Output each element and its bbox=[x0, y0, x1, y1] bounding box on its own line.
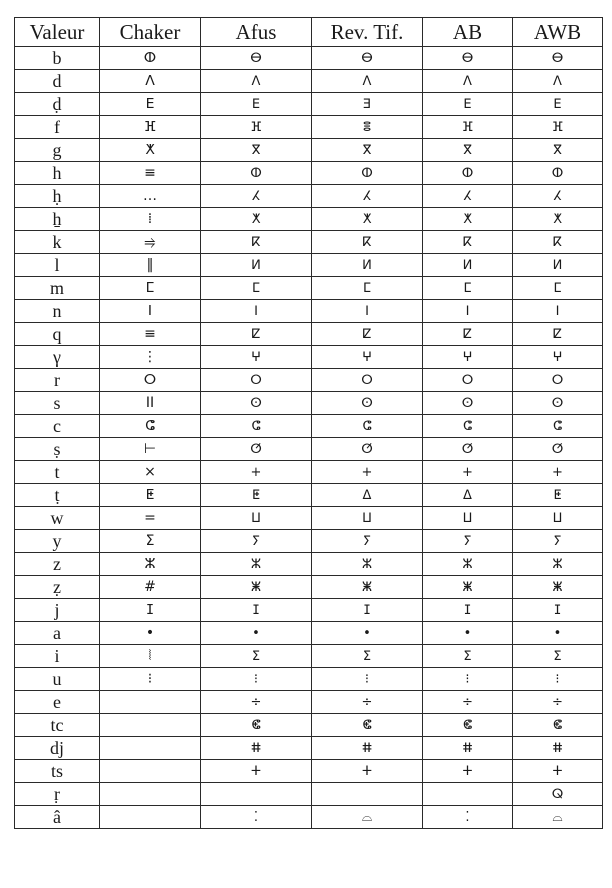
cell-afus: ⵍ bbox=[201, 254, 312, 277]
cell-ab: + bbox=[423, 461, 513, 484]
cell-rev-tif: ⴽ bbox=[312, 231, 423, 254]
cell-afus: ⵚ bbox=[201, 438, 312, 461]
cell-rev-tif: ⵜ bbox=[312, 760, 423, 783]
cell-ab: ÷ bbox=[423, 691, 513, 714]
cell-afus: ⵥ bbox=[201, 576, 312, 599]
cell-awb: ⵎ bbox=[513, 277, 603, 300]
table-row bbox=[15, 346, 603, 369]
cell-rev-tif: ⴳ bbox=[312, 139, 423, 162]
cell-valeur: q bbox=[15, 323, 100, 346]
cell-chaker: × bbox=[100, 461, 201, 484]
cell-ab: • bbox=[423, 622, 513, 645]
cell-rev-tif: ÷ bbox=[312, 691, 423, 714]
cell-rev-tif: ⵊ bbox=[312, 599, 423, 622]
cell-valeur: w bbox=[15, 507, 100, 530]
cell-awb: ⵜ bbox=[513, 760, 603, 783]
cell-chaker: ⵊ bbox=[100, 599, 201, 622]
cell-ab: ⴱ bbox=[423, 47, 513, 70]
cell-awb: ⵞ bbox=[513, 714, 603, 737]
cell-awb: • bbox=[513, 622, 603, 645]
cell-afus: ⴳ bbox=[201, 139, 312, 162]
cell-afus: ⵇ bbox=[201, 323, 312, 346]
cell-awb: ⵉ bbox=[513, 645, 603, 668]
cell-afus: ⵃ bbox=[201, 185, 312, 208]
table-row bbox=[15, 323, 603, 346]
table-row bbox=[15, 783, 603, 806]
cell-valeur: k bbox=[15, 231, 100, 254]
cell-ab: ⵅ bbox=[423, 208, 513, 231]
cell-ab: ⵊ bbox=[423, 599, 513, 622]
cell-rev-tif: ⴱ bbox=[312, 47, 423, 70]
table-row bbox=[15, 116, 603, 139]
cell-ab: ⵎ bbox=[423, 277, 513, 300]
cell-awb: ⵇ bbox=[513, 323, 603, 346]
cell-afus: ⴽ bbox=[201, 231, 312, 254]
cell-chaker bbox=[100, 714, 201, 737]
table-row bbox=[15, 47, 603, 70]
cell-rev-tif: + bbox=[312, 461, 423, 484]
cell-rev-tif: ⵞ bbox=[312, 714, 423, 737]
cell-ab: ⵛ bbox=[423, 415, 513, 438]
header-chaker: Chaker bbox=[100, 18, 201, 47]
table-row bbox=[15, 622, 603, 645]
cell-afus: ⵎ bbox=[201, 277, 312, 300]
cell-valeur: j bbox=[15, 599, 100, 622]
cell-awb: ⵀ bbox=[513, 162, 603, 185]
cell-rev-tif: ⴷ bbox=[312, 70, 423, 93]
cell-awb: ⵥ bbox=[513, 576, 603, 599]
cell-valeur: c bbox=[15, 415, 100, 438]
cell-chaker: ⵀ bbox=[100, 47, 201, 70]
cell-valeur: l bbox=[15, 254, 100, 277]
cell-awb: ⵔ bbox=[513, 369, 603, 392]
cell-chaker: ⵟ bbox=[100, 484, 201, 507]
cell-valeur: z bbox=[15, 553, 100, 576]
cell-valeur: ḥ bbox=[15, 185, 100, 208]
cell-chaker: ⵣ bbox=[100, 553, 201, 576]
cell-valeur: y bbox=[15, 530, 100, 553]
cell-chaker bbox=[100, 691, 201, 714]
cell-ab: ⁚ bbox=[423, 806, 513, 829]
cell-rev-tif: ⵣ bbox=[312, 553, 423, 576]
table-row bbox=[15, 461, 603, 484]
cell-awb: ⴽ bbox=[513, 231, 603, 254]
cell-awb: ⌓ bbox=[513, 806, 603, 829]
cell-ab: ⵔ bbox=[423, 369, 513, 392]
cell-ab: ⴷ bbox=[423, 70, 513, 93]
header-rev-tif: Rev. Tif. bbox=[312, 18, 423, 47]
cell-afus: ⵅ bbox=[201, 208, 312, 231]
cell-rev-tif: ⵚ bbox=[312, 438, 423, 461]
cell-afus: ⵞ bbox=[201, 714, 312, 737]
cell-ab: ⵡ bbox=[423, 507, 513, 530]
header-valeur: Valeur bbox=[15, 18, 100, 47]
cell-ab: ⵇ bbox=[423, 323, 513, 346]
cell-awb: ⵏ bbox=[513, 300, 603, 323]
cell-chaker: = bbox=[100, 507, 201, 530]
cell-rev-tif: ⵥ bbox=[312, 576, 423, 599]
cell-chaker: ⦚ bbox=[100, 645, 201, 668]
cell-chaker: ⁞ bbox=[100, 208, 201, 231]
cell-chaker: ⴹ bbox=[100, 93, 201, 116]
table-row bbox=[15, 599, 603, 622]
table-row bbox=[15, 553, 603, 576]
cell-ab: ⵍ bbox=[423, 254, 513, 277]
cell-ab: ⵜ bbox=[423, 760, 513, 783]
cell-chaker: ⥤ bbox=[100, 231, 201, 254]
cell-chaker: ⊢ bbox=[100, 438, 201, 461]
table-row bbox=[15, 484, 603, 507]
cell-awb: ⵃ bbox=[513, 185, 603, 208]
cell-awb: ⴼ bbox=[513, 116, 603, 139]
cell-valeur: γ bbox=[15, 346, 100, 369]
cell-chaker: ⴷ bbox=[100, 70, 201, 93]
cell-ab: ⵞ bbox=[423, 714, 513, 737]
cell-afus: ⴹ bbox=[201, 93, 312, 116]
header-ab: AB bbox=[423, 18, 513, 47]
cell-chaker: # bbox=[100, 576, 201, 599]
table-row bbox=[15, 530, 603, 553]
table-row bbox=[15, 438, 603, 461]
cell-awb: ⵕ bbox=[513, 783, 603, 806]
cell-valeur: ẖ bbox=[15, 208, 100, 231]
cell-valeur: h bbox=[15, 162, 100, 185]
cell-rev-tif: ⵠ bbox=[312, 484, 423, 507]
cell-afus: ⵙ bbox=[201, 392, 312, 415]
cell-rev-tif: ⵖ bbox=[312, 346, 423, 369]
cell-ab: ⴹ bbox=[423, 93, 513, 116]
table-row bbox=[15, 645, 603, 668]
cell-awb: ⵟ bbox=[513, 484, 603, 507]
cell-rev-tif: • bbox=[312, 622, 423, 645]
cell-rev-tif: ⵀ bbox=[312, 162, 423, 185]
cell-chaker: ⵏ bbox=[100, 300, 201, 323]
cell-afus bbox=[201, 783, 312, 806]
cell-awb: ⵍ bbox=[513, 254, 603, 277]
cell-chaker: ‖ bbox=[100, 254, 201, 277]
cell-rev-tif: ⵎ bbox=[312, 277, 423, 300]
table-row bbox=[15, 806, 603, 829]
table-row bbox=[15, 231, 603, 254]
cell-afus: ⵏ bbox=[201, 300, 312, 323]
cell-ab: ⵖ bbox=[423, 346, 513, 369]
cell-rev-tif: ⵅ bbox=[312, 208, 423, 231]
cell-ab: ⵥ bbox=[423, 576, 513, 599]
table-row bbox=[15, 139, 603, 162]
cell-valeur: b bbox=[15, 47, 100, 70]
cell-awb: ⵙ bbox=[513, 392, 603, 415]
cell-rev-tif: ⵍ bbox=[312, 254, 423, 277]
cell-valeur: f bbox=[15, 116, 100, 139]
cell-valeur: s bbox=[15, 392, 100, 415]
cell-ab: ⵃ bbox=[423, 185, 513, 208]
cell-ab: ⵀ bbox=[423, 162, 513, 185]
cell-chaker bbox=[100, 737, 201, 760]
cell-ab: ⵣ bbox=[423, 553, 513, 576]
cell-awb: ⴱ bbox=[513, 47, 603, 70]
cell-rev-tif: ⴺ bbox=[312, 93, 423, 116]
table-row bbox=[15, 392, 603, 415]
cell-valeur: m bbox=[15, 277, 100, 300]
cell-rev-tif: ⵏ bbox=[312, 300, 423, 323]
cell-afus: ⁝ bbox=[201, 668, 312, 691]
cell-ab: ⵚ bbox=[423, 438, 513, 461]
cell-chaker: ⵅ bbox=[100, 139, 201, 162]
cell-chaker: ⁝ bbox=[100, 668, 201, 691]
cell-afus: ⵢ bbox=[201, 530, 312, 553]
cell-afus: ⵔ bbox=[201, 369, 312, 392]
cell-valeur: ẓ bbox=[15, 576, 100, 599]
cell-valeur: â bbox=[15, 806, 100, 829]
cell-afus: ⵡ bbox=[201, 507, 312, 530]
cell-awb: + bbox=[513, 461, 603, 484]
cell-ab: ⵏ bbox=[423, 300, 513, 323]
table-row bbox=[15, 254, 603, 277]
cell-awb: ⵌ bbox=[513, 737, 603, 760]
table-row bbox=[15, 507, 603, 530]
table-row bbox=[15, 277, 603, 300]
cell-rev-tif: ⵇ bbox=[312, 323, 423, 346]
cell-afus: ⴷ bbox=[201, 70, 312, 93]
cell-awb: ⵣ bbox=[513, 553, 603, 576]
table-row bbox=[15, 369, 603, 392]
tifinagh-comparison-table bbox=[14, 17, 603, 829]
table-row bbox=[15, 576, 603, 599]
cell-ab: ⴳ bbox=[423, 139, 513, 162]
cell-chaker: II bbox=[100, 392, 201, 415]
cell-chaker: … bbox=[100, 185, 201, 208]
cell-valeur: a bbox=[15, 622, 100, 645]
cell-awb: ⵖ bbox=[513, 346, 603, 369]
table-row bbox=[15, 93, 603, 116]
table-body bbox=[15, 47, 603, 829]
cell-afus: + bbox=[201, 461, 312, 484]
cell-rev-tif: ⵌ bbox=[312, 737, 423, 760]
cell-afus: ⴱ bbox=[201, 47, 312, 70]
cell-chaker bbox=[100, 760, 201, 783]
table-row bbox=[15, 760, 603, 783]
cell-afus: ÷ bbox=[201, 691, 312, 714]
cell-awb: ⵛ bbox=[513, 415, 603, 438]
cell-afus: ⵟ bbox=[201, 484, 312, 507]
cell-awb: ⴳ bbox=[513, 139, 603, 162]
cell-afus: • bbox=[201, 622, 312, 645]
cell-valeur: dj bbox=[15, 737, 100, 760]
cell-afus: ⵀ bbox=[201, 162, 312, 185]
cell-awb: ⴹ bbox=[513, 93, 603, 116]
cell-valeur: ḍ bbox=[15, 93, 100, 116]
cell-valeur: u bbox=[15, 668, 100, 691]
cell-valeur: ṣ bbox=[15, 438, 100, 461]
cell-valeur: ṛ bbox=[15, 783, 100, 806]
cell-awb: ⴷ bbox=[513, 70, 603, 93]
cell-valeur: i bbox=[15, 645, 100, 668]
cell-chaker: ≡ bbox=[100, 162, 201, 185]
cell-afus: ⵊ bbox=[201, 599, 312, 622]
cell-rev-tif: ⴻ bbox=[312, 116, 423, 139]
cell-valeur: n bbox=[15, 300, 100, 323]
cell-awb: ⵢ bbox=[513, 530, 603, 553]
cell-rev-tif: ⵢ bbox=[312, 530, 423, 553]
cell-rev-tif: ⌓ bbox=[312, 806, 423, 829]
cell-afus: ⵜ bbox=[201, 760, 312, 783]
cell-chaker: • bbox=[100, 622, 201, 645]
cell-rev-tif: ⵃ bbox=[312, 185, 423, 208]
header-row bbox=[15, 18, 603, 47]
cell-awb: ⵅ bbox=[513, 208, 603, 231]
cell-afus: ⁚ bbox=[201, 806, 312, 829]
cell-valeur: tc bbox=[15, 714, 100, 737]
cell-afus: ⵖ bbox=[201, 346, 312, 369]
cell-ab bbox=[423, 783, 513, 806]
cell-rev-tif: ⁝ bbox=[312, 668, 423, 691]
cell-rev-tif: ⵉ bbox=[312, 645, 423, 668]
cell-ab: ⴽ bbox=[423, 231, 513, 254]
cell-chaker bbox=[100, 783, 201, 806]
cell-rev-tif: ⵛ bbox=[312, 415, 423, 438]
cell-valeur: ts bbox=[15, 760, 100, 783]
table-row bbox=[15, 668, 603, 691]
cell-ab: ⵙ bbox=[423, 392, 513, 415]
table-row bbox=[15, 691, 603, 714]
cell-chaker: ⵛ bbox=[100, 415, 201, 438]
table-row bbox=[15, 300, 603, 323]
cell-ab: ⁝ bbox=[423, 668, 513, 691]
header-awb: AWB bbox=[513, 18, 603, 47]
cell-valeur: g bbox=[15, 139, 100, 162]
cell-afus: ⵉ bbox=[201, 645, 312, 668]
cell-rev-tif: ⵔ bbox=[312, 369, 423, 392]
cell-afus: ⵣ bbox=[201, 553, 312, 576]
cell-chaker: ⵔ bbox=[100, 369, 201, 392]
cell-awb: ⵡ bbox=[513, 507, 603, 530]
cell-valeur: ṭ bbox=[15, 484, 100, 507]
table-row bbox=[15, 162, 603, 185]
cell-ab: ⵌ bbox=[423, 737, 513, 760]
cell-rev-tif: ⵡ bbox=[312, 507, 423, 530]
cell-valeur: e bbox=[15, 691, 100, 714]
cell-afus: ⵌ bbox=[201, 737, 312, 760]
cell-chaker: ⵎ bbox=[100, 277, 201, 300]
cell-chaker: ≡ bbox=[100, 323, 201, 346]
cell-awb: ⁝ bbox=[513, 668, 603, 691]
cell-ab: ⵉ bbox=[423, 645, 513, 668]
table-header bbox=[15, 18, 603, 47]
cell-awb: ⵚ bbox=[513, 438, 603, 461]
cell-ab: ⵠ bbox=[423, 484, 513, 507]
cell-rev-tif bbox=[312, 783, 423, 806]
table-row bbox=[15, 185, 603, 208]
cell-afus: ⴼ bbox=[201, 116, 312, 139]
cell-awb: ⵊ bbox=[513, 599, 603, 622]
cell-ab: ⵢ bbox=[423, 530, 513, 553]
table-row bbox=[15, 415, 603, 438]
cell-afus: ⵛ bbox=[201, 415, 312, 438]
table-row bbox=[15, 70, 603, 93]
cell-valeur: r bbox=[15, 369, 100, 392]
table-row bbox=[15, 737, 603, 760]
cell-chaker: Σ bbox=[100, 530, 201, 553]
cell-chaker: ⋮ bbox=[100, 346, 201, 369]
cell-chaker: ⴼ bbox=[100, 116, 201, 139]
cell-ab: ⴼ bbox=[423, 116, 513, 139]
table-row bbox=[15, 208, 603, 231]
cell-awb: ÷ bbox=[513, 691, 603, 714]
cell-rev-tif: ⵙ bbox=[312, 392, 423, 415]
cell-chaker bbox=[100, 806, 201, 829]
cell-valeur: t bbox=[15, 461, 100, 484]
header-afus: Afus bbox=[201, 18, 312, 47]
table-row bbox=[15, 714, 603, 737]
cell-valeur: d bbox=[15, 70, 100, 93]
